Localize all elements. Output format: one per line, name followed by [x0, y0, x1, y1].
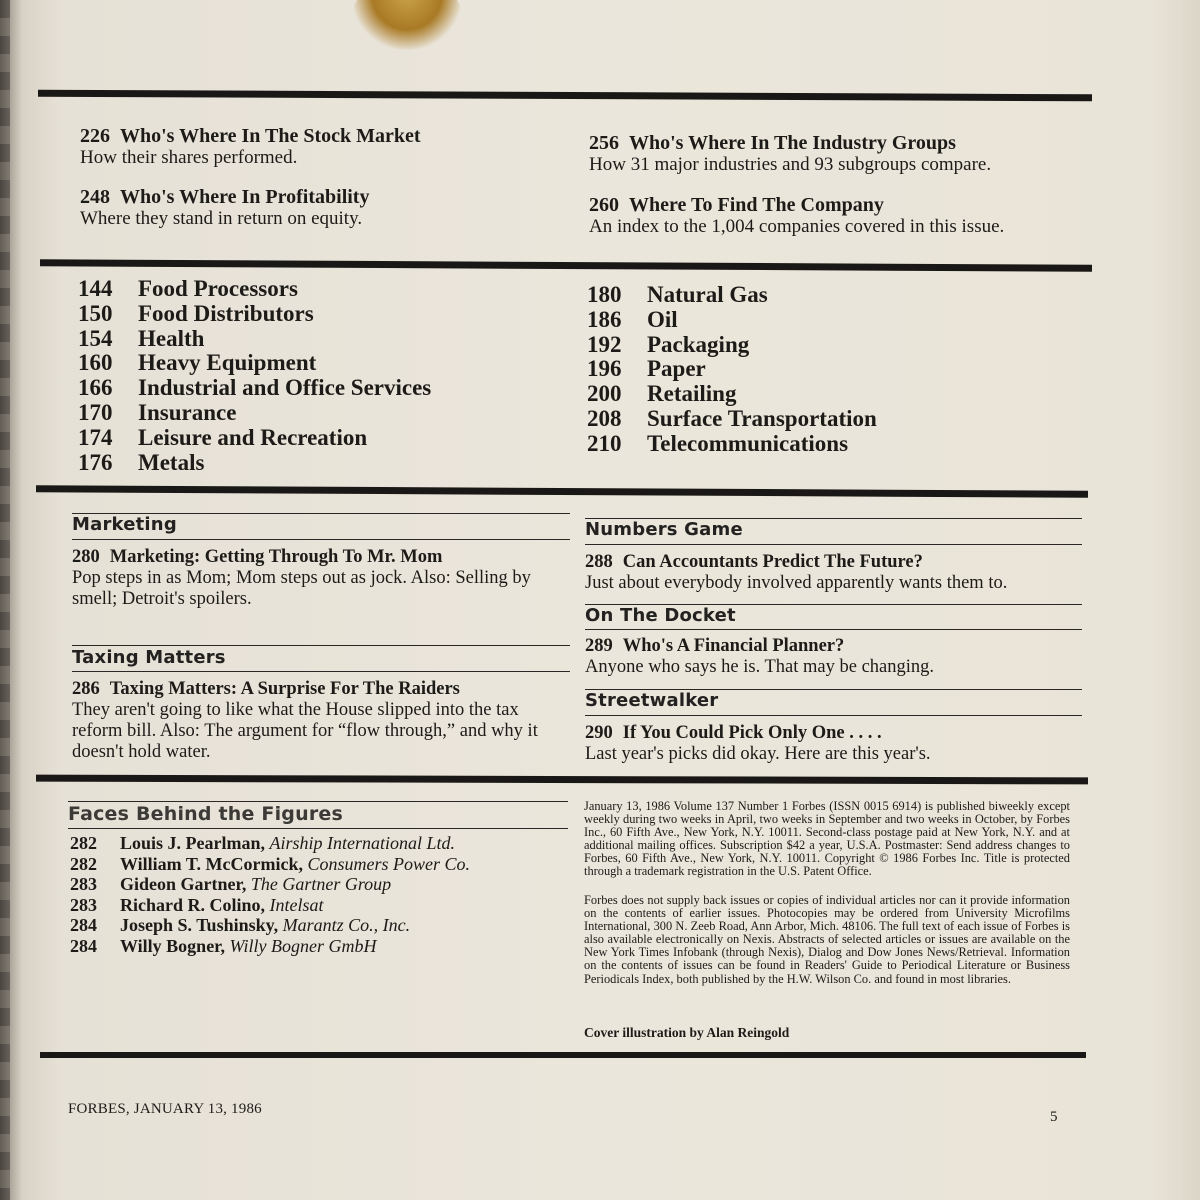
column-rule: [72, 539, 570, 540]
bottom-rule: [40, 1052, 1086, 1058]
industry-item[interactable]: 210 Telecommunications: [587, 430, 849, 456]
entry-description: Where they stand in return on equity.: [80, 208, 363, 229]
entry-title: Who's Where In The Stock Market: [120, 125, 421, 147]
article-streetwalker[interactable]: 290 If You Could Pick Only One . . . . Last year's picks did okay. Here are this year's.: [585, 722, 1082, 765]
toc-entry-stock-market[interactable]: [80, 125, 421, 169]
toc-entry-company-index[interactable]: [589, 194, 1004, 238]
section-heading-taxing: Taxing Matters: [72, 647, 226, 668]
article-numbers-game[interactable]: 288 Can Accountants Predict The Future? Just about everybody involved apparently wants them to.: [585, 551, 1082, 594]
section-heading-faces: Faces Behind the Figures: [68, 803, 344, 825]
top-rule: [38, 90, 1092, 102]
page-number: 256: [589, 132, 619, 154]
industry-item[interactable]: 192 Packaging: [587, 331, 750, 357]
industry-list-right: [587, 283, 877, 457]
industry-item[interactable]: 166 Industrial and Office Services: [78, 375, 432, 401]
article-taxing[interactable]: 286 Taxing Matters: A Surprise For The Raiders They aren't going to like what the House slipped into the tax reform bill. Also: The argument for “flow through,” and why it doesn't hold water.: [72, 678, 558, 763]
faces-item[interactable]: 284 Willy Bogner, Willy Bogner GmbH: [70, 935, 377, 956]
industry-item[interactable]: 208 Surface Transportation: [587, 405, 877, 431]
article-on-the-docket[interactable]: 289 Who's A Financial Planner? Anyone who says he is. That may be changing.: [585, 635, 1082, 678]
article-marketing[interactable]: 280 Marketing: Getting Through To Mr. Mom Pop steps in as Mom; Mom steps out as jock. Also: Selling by smell; Detroit's spoilers.: [72, 546, 570, 610]
page-number: 226: [80, 125, 110, 147]
industry-item[interactable]: 186 Oil: [587, 306, 678, 332]
article-description: Anyone who says he is. That may be changing.: [585, 657, 935, 677]
article-description: They aren't going to like what the House slipped into the tax reform bill. Also: The argument for “flow through,” and why it doesn't hold water.: [72, 700, 538, 762]
industry-item[interactable]: 150 Food Distributors: [78, 300, 314, 326]
section-heading-streetwalker: Streetwalker: [585, 690, 719, 711]
column-rule: [68, 828, 568, 829]
page-number: 248: [80, 186, 110, 208]
faces-list: [70, 833, 470, 956]
publication-info: January 13, 1986 Volume 137 Number 1 Forbes (ISSN 0015 6914) is published biweekly except weekly during two weeks in April, two weeks in September and two weeks in October, by Forbes Inc., 60 Fifth Ave., New York, N.Y. 10011. Second-class postage paid at New York, N.Y. and at additional mailing offices. Subscription $42 a year, U.S.A. Postmaster: Send address changes to Forbes, 60 Fifth Ave., New York, N.Y. 10011. Copyright © 1986 Forbes Inc. Title is protected through a trademark registration in the U.S. Patent Office.: [584, 799, 1070, 879]
industry-list-left: [78, 277, 431, 475]
industry-item[interactable]: 174 Leisure and Recreation: [78, 424, 368, 450]
industry-item[interactable]: 200 Retailing: [587, 381, 737, 407]
toc-entry-industry-groups[interactable]: [589, 132, 991, 176]
section-rule: [40, 259, 1092, 272]
industry-item[interactable]: 144 Food Processors: [78, 276, 298, 301]
page-number: 260: [589, 194, 619, 216]
cover-credit: Cover illustration by Alan Reingold: [584, 1025, 790, 1040]
faces-item[interactable]: 283 Gideon Gartner, The Gartner Group: [70, 874, 392, 894]
faces-item[interactable]: 282 William T. McCormick, Consumers Power Co.: [70, 853, 470, 874]
page-number-footer: 5: [1050, 1109, 1058, 1125]
industry-item[interactable]: 196 Paper: [587, 356, 706, 382]
column-rule: [585, 544, 1082, 545]
article-description: Last year's picks did okay. Here are this year's.: [585, 744, 931, 764]
section-heading-marketing: Marketing: [72, 514, 177, 535]
section-rule: [36, 775, 1088, 785]
binding-spine: [0, 0, 10, 1200]
article-description: Pop steps in as Mom; Mom steps out as jock. Also: Selling by smell; Detroit's spoilers.: [72, 568, 531, 609]
column-rule: [72, 645, 570, 646]
column-rule: [585, 715, 1082, 716]
section-rule: [36, 485, 1088, 498]
faces-item[interactable]: 282 Louis J. Pearlman, Airship International Ltd.: [70, 833, 456, 853]
reprint-info: Forbes does not supply back issues or copies of individual articles nor can it provide information on the contents of earlier issues. Photocopies may be ordered from University Microfilms International, 300 N. Zeeb Road, Ann Arbor, Mich. 48106. The full text of each issue of Forbes is also available electronically on Nexis. Abstracts of selected articles or issues are available on the New York Times Infobank (through Nexis), Dialog and Dow Jones News/Retrieval. Information on the contents of issues can be found in Readers' Guide to Periodical Literature or Business Periodicals Index, both published by the H.W. Wilson Co. and found in most libraries.: [584, 893, 1070, 986]
entry-title: Who's Where In The Industry Groups: [629, 132, 956, 154]
industry-item[interactable]: 154 Health: [78, 325, 205, 351]
faces-item[interactable]: 283 Richard R. Colino, Intelsat: [70, 894, 324, 915]
entry-description: How 31 major industries and 93 subgroups compare.: [589, 154, 992, 175]
faces-item[interactable]: 284 Joseph S. Tushinsky, Marantz Co., Inc.: [70, 915, 411, 935]
article-description: Just about everybody involved apparently wants them to.: [585, 573, 1008, 593]
toc-entry-profitability[interactable]: [80, 186, 369, 230]
column-rule: [585, 629, 1082, 630]
industry-item[interactable]: 176 Metals: [78, 449, 205, 475]
industry-item[interactable]: 160 Heavy Equipment: [78, 350, 317, 376]
section-heading-numbers-game: Numbers Game: [585, 519, 743, 540]
column-rule: [68, 801, 568, 802]
entry-description: An index to the 1,004 companies covered in this issue.: [589, 216, 1005, 237]
industry-item[interactable]: 170 Insurance: [78, 399, 237, 425]
entry-description: How their shares performed.: [80, 147, 298, 168]
entry-title: Who's Where In Profitability: [120, 186, 370, 208]
cover-illustration-fragment: [352, 0, 462, 50]
column-rule: [72, 671, 570, 672]
industry-item[interactable]: 180 Natural Gas: [587, 282, 768, 307]
section-heading-on-the-docket: On The Docket: [585, 605, 736, 626]
entry-title: Where To Find The Company: [629, 194, 884, 216]
publication-footer: FORBES, JANUARY 13, 1986: [68, 1101, 262, 1117]
